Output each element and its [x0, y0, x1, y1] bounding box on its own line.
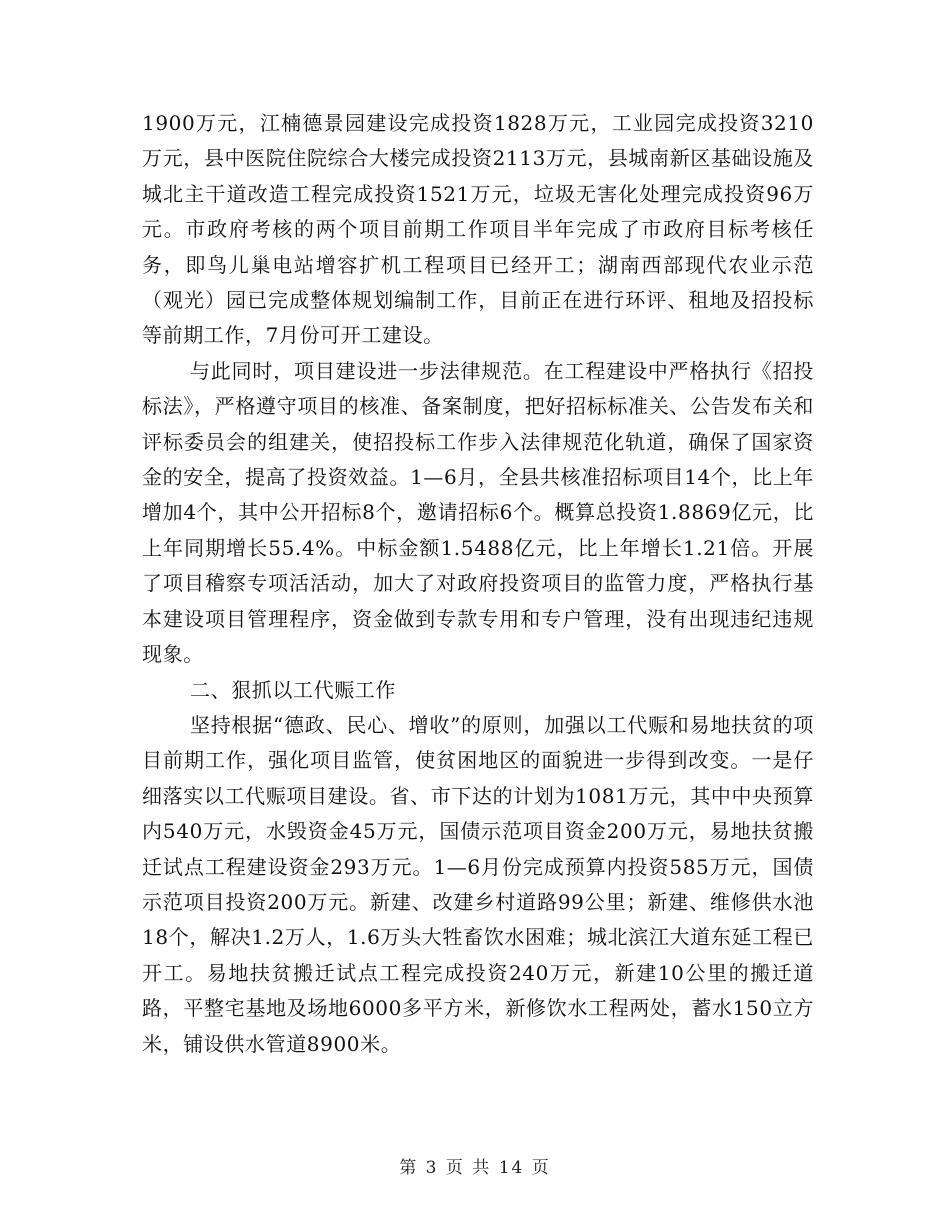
document-body: [142, 106, 814, 1062]
section-heading-work-relief: 二、狠抓以工代赈工作: [190, 677, 396, 702]
paragraph-investment-summary: 1900万元，江楠德景园建设完成投资1828万元，工业园完成投资3210万元，县中医院住院综合大楼完成投资2113万元，县城南新区基础设施及城北主干道改造工程完成投资1521万元，垃圾无害化处理完成投资96万元。市政府考核的两个项目前期工作项目半年完成了市政府目标考核任务，即鸟儿巢电站增容扩机工程项目已经开工；湖南西部现代农业示范（观光）园已完成整体规划编制工作，目前正在进行环评、租地及招投标等前期工作，7月份可开工建设。: [142, 111, 814, 348]
page-footer: 第 3 页 共 14 页: [399, 1158, 551, 1178]
paragraph-legal-standardization: 与此同时，项目建设进一步法律规范。在工程建设中严格执行《招投标法》，严格遵守项目的核准、备案制度，把好招标标准关、公告发布关和评标委员会的组建关，使招投标工作步入法律规范化轨道，确保了国家资金的安全，提高了投资效益。1—6月，全县共核准招标项目14个，比上年增加4个，其中公开招标8个，邀请招标6个。概算总投资1.8869亿元，比上年同期增长55.4%。中标金额1.5488亿元，比上年增长1.21倍。开展了项目稽察专项活活动，加大了对政府投资项目的监管力度，严格执行基本建设项目管理程序，资金做到专款专用和专户管理，没有出现违纪违规现象。: [142, 358, 814, 667]
paragraph-work-relief-details: 坚持根据“德政、民心、增收”的原则，加强以工代赈和易地扶贫的项目前期工作，强化项目监管，使贫困地区的面貌进一步得到改变。一是仔细落实以工代赈项目建设。省、市下达的计划为1081万元，其中中央预算内540万元，水毁资金45万元，国债示范项目资金200万元，易地扶贫搬迁试点工程建设资金293万元。1—6月份完成预算内投资585万元，国债示范项目投资200万元。新建、改建乡村道路99公里；新建、维修供水池18个，解决1.2万人，1.6万头大牲畜饮水困难；城北滨江大道东延工程已开工。易地扶贫搬迁试点工程完成投资240万元，新建10公里的搬迁道路，平整宅基地及场地6000多平方米，新修饮水工程两处，蓄水150立方米，铺设供水管道8900米。: [142, 712, 814, 1056]
